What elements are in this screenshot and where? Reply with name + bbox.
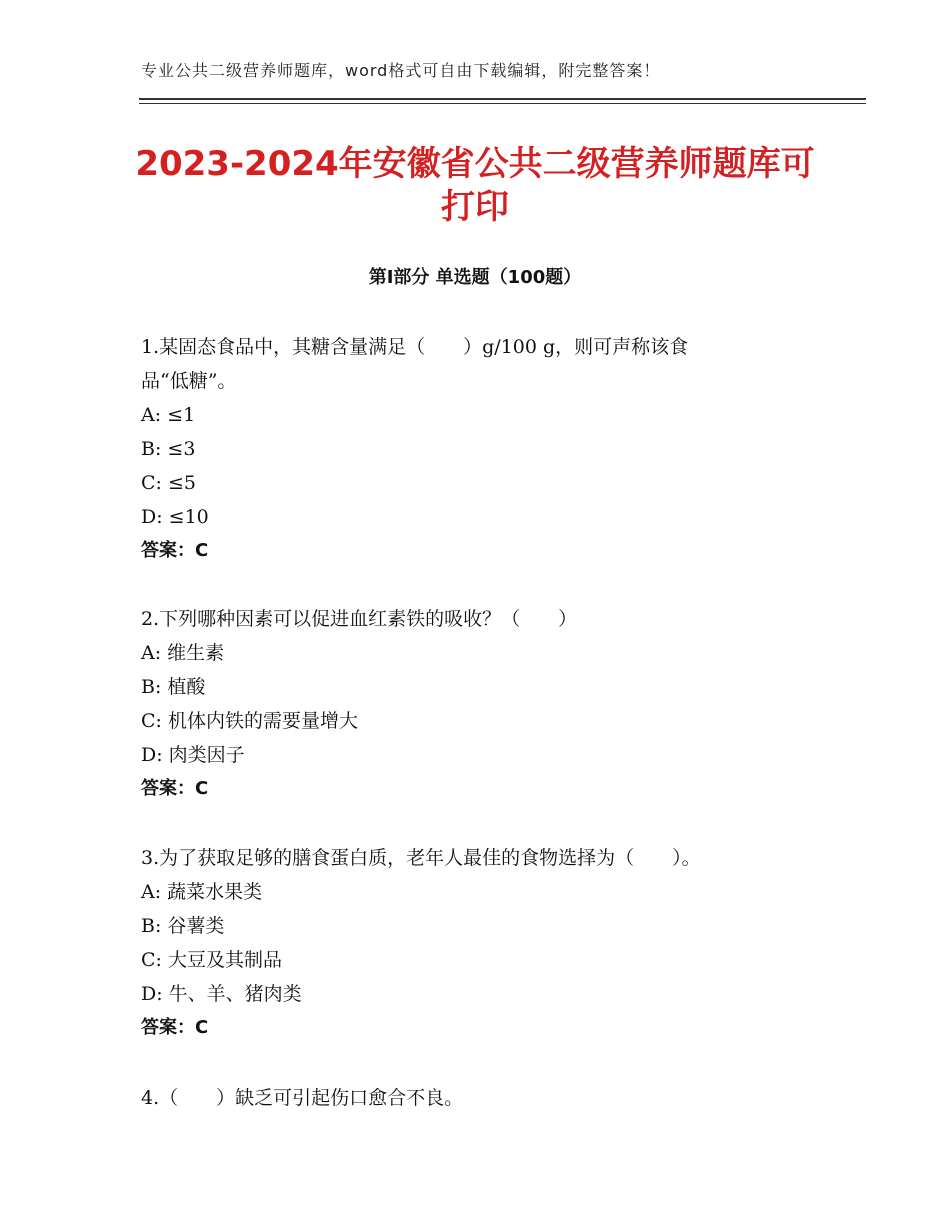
option-c: C: 机体内铁的需要量增大 [141, 710, 358, 732]
option-d: D: 牛、羊、猪肉类 [141, 983, 302, 1005]
question-2 [141, 602, 791, 806]
option-a: A: 蔬菜水果类 [141, 881, 263, 903]
option-c: C: ≤5 [141, 472, 196, 494]
option-a: A: ≤1 [141, 404, 196, 426]
answer: 答案：C [141, 778, 209, 799]
question-stem: 1.某固态食品中，其糖含量满足（ ）g/100 g，则可声称该食 [141, 336, 689, 358]
header-divider-thick [139, 98, 866, 100]
option-d: D: 肉类因子 [141, 744, 245, 766]
question-stem-continued: 品“低糖”。 [141, 370, 237, 392]
option-a: A: 维生素 [141, 642, 225, 664]
section-heading: 第Ⅰ部分 单选题（100题） [368, 267, 582, 288]
question-4 [141, 1081, 791, 1115]
question-stem: 3.为了获取足够的膳食蛋白质，老年人最佳的食物选择为（ ）。 [141, 847, 701, 869]
option-c: C: 大豆及其制品 [141, 949, 282, 971]
option-b: B: ≤3 [141, 438, 196, 460]
option-b: B: 谷薯类 [141, 915, 225, 937]
answer: 答案：C [141, 540, 209, 561]
title-line-1: 2023-2024年安徽省公共二级营养师题库可 [135, 144, 815, 184]
document-title [120, 143, 830, 229]
question-1 [141, 330, 791, 568]
question-stem: 4.（ ）缺乏可引起伤口愈合不良。 [141, 1087, 464, 1109]
header-note: 专业公共二级营养师题库，word格式可自由下载编辑，附完整答案！ [141, 61, 661, 80]
question-3 [141, 841, 821, 1045]
answer: 答案：C [141, 1017, 209, 1038]
title-line-2: 打印 [441, 187, 509, 227]
option-d: D: ≤10 [141, 506, 209, 528]
header-divider-thin [139, 103, 866, 104]
option-b: B: 植酸 [141, 676, 206, 698]
question-stem: 2.下列哪种因素可以促进血红素铁的吸收？（ ） [141, 608, 578, 630]
